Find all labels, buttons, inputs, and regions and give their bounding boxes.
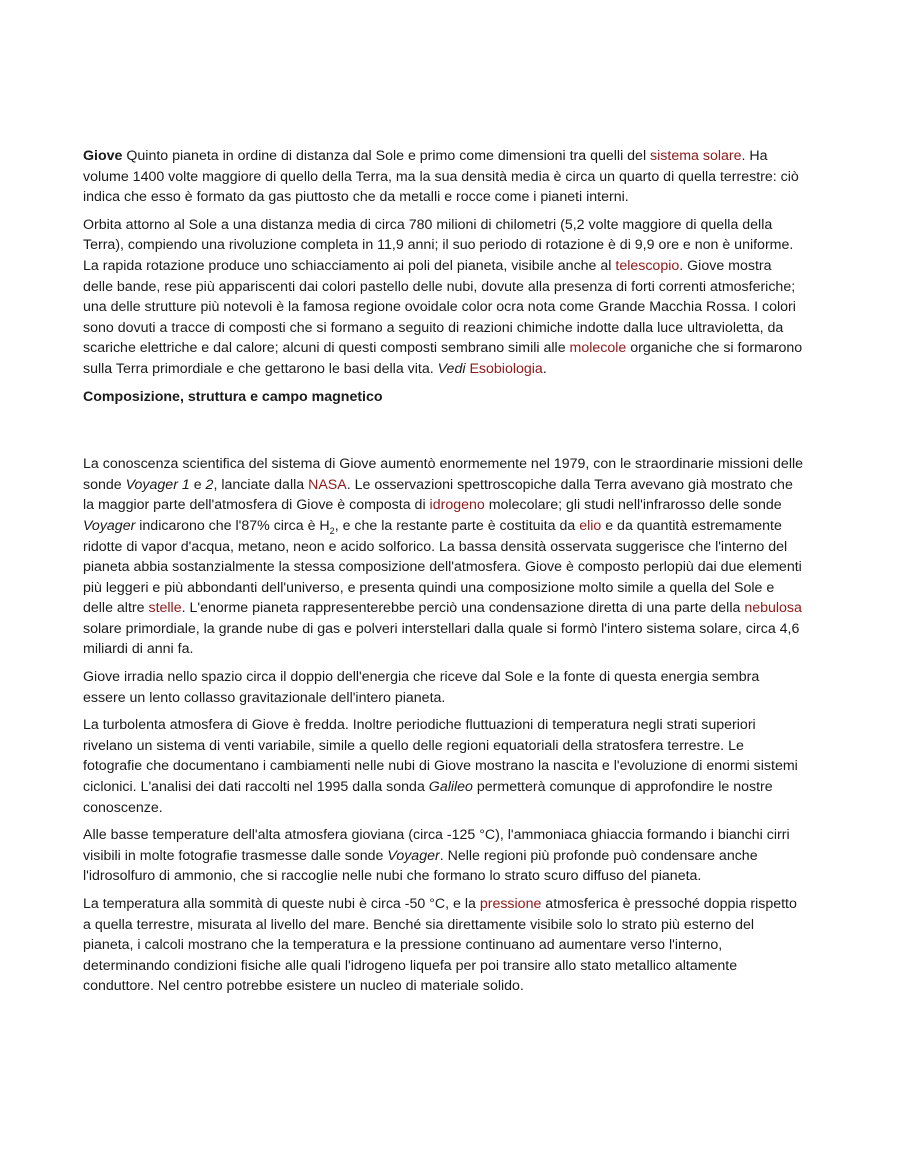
vedi-label: Vedi	[437, 360, 466, 377]
orbit-paragraph: Orbita attorno al Sole a una distanza media di circa 780 milioni di chilometri (5,2 volte maggiore di quella della Terra), compiendo una rivoluzione completa in 11,9 anni; il suo periodo di rotazione è di 9,9 ore e non è uniforme. La rapida rotazione produce uno schiacciamento ai poli del pianeta, visibile anche al telescopio. Giove mostra delle bande, rese più appariscenti dai colori pastello delle nubi, dovute alla presenza di forti correnti atmosferiche; una delle strutture più notevoli è la famosa regione ovoidale color ocra nota come Grande Macchia Rossa. I colori sono dovuti a tracce di composti che si formano a seguito di reazioni chimiche indotte dalla luce ultravioletta, da scariche elettriche e dal calore; alcuni di questi composti sembrano simili alle molecole organiche che si formarono sulla Terra primordiale e che gettarono le basi della vita. Vedi Esobiologia.	[83, 216, 803, 377]
link-nebulosa[interactable]: nebulosa	[744, 600, 802, 617]
composition-paragraph: La conoscenza scientifica del sistema di Giove aumentò enormemente nel 1979, con le straordinarie missioni delle sonde Voyager 1 e 2, lanciate dalla NASA. Le osservazioni spettroscopiche dalla Terra avevano già mostrato che la maggior parte dell'atmosfera di Giove è composta di idrogeno molecolare; gli studi nell'infrarosso delle sonde Voyager indicarono che l'87% circa è $H_2$, e che la restante parte è costituita da elio e da quantità estremamente ridotte di vapor d'acqua, metano, neon e acido solforico. La bassa densità osservata suggerisce che l'interno del pianeta abbia sostanzialmente la stessa composizione dell'atmosfera. Giove è composto perlopiù dai due elementi più leggeri e più abbondanti dell'universo, e presenta quindi una composizione molto simile a quella del Sole e delle altre stelle. L'enorme pianeta rappresenterebbe perciò una condensazione diretta di una parte della nebulosa solare primordiale, la grande nube di gas e polveri interstellari dalla quale si formò l'intero sistema solare, circa 4,6 miliardi di anni fa.	[83, 456, 804, 658]
subscript-2: 2	[329, 525, 335, 536]
section-heading: Composizione, struttura e campo magnetico	[83, 388, 383, 405]
link-pressione[interactable]: pressione	[479, 896, 542, 912]
ammonia-paragraph: Alle basse temperature dell'alta atmosfera gioviana (circa -125 °C), l'ammoniaca ghiaccia formando i bianchi cirri visibili in molte fotografie trasmesse dalle sonde Voyager. Nelle regioni più profonde può condensare anche l'idrosolfuro di ammonio, che si raccoglie nelle nubi che formano lo strato scuro diffuso del pianeta.	[83, 827, 790, 885]
voyager-label: Voyager	[83, 517, 136, 534]
voyager-label: Voyager	[387, 847, 440, 864]
link-esobiologia[interactable]: Esobiologia	[469, 360, 543, 377]
intro-paragraph: Giove Quinto pianeta in ordine di distanza dal Sole e primo come dimensioni tra quelli del sistema solare. Ha volume 1400 volte maggiore di quello della Terra, ma la sua densità media è circa un quarto di quella terrestre: ciò indica che esso è formato da gas piuttosto che da metalli e rocce come i pianeti interni.	[83, 148, 799, 206]
galileo-label: Galileo	[428, 779, 473, 796]
link-idrogeno[interactable]: idrogeno	[429, 497, 485, 514]
document-body	[83, 146, 805, 1004]
link-stelle[interactable]: stelle	[148, 600, 182, 617]
voyager-1-label: Voyager 1	[125, 476, 190, 493]
temperature-paragraph: La temperatura alla sommità di queste nubi è circa -50 °C, e la pressione atmosferica è pressoché doppia rispetto a quella terrestre, misurata al livello del mare. Benché sia direttamente visibile solo lo strato più esterno del pianeta, i calcoli mostrano che la temperatura e la pressione continuano ad aumentare verso l'interno, determinando condizioni fisiche alle quali l'idrogeno liquefa per poi transire allo stato metallico altamente conduttore. Nel centro potrebbe esistere un nucleo di materiale solido.	[83, 896, 797, 995]
term-giove: Giove	[83, 148, 123, 164]
link-nasa[interactable]: NASA	[308, 476, 347, 493]
turbulence-paragraph: La turbolenta atmosfera di Giove è fredda. Inoltre periodiche fluttuazioni di temperatura negli strati superiori rivelano un sistema di venti variabile, simile a quello delle regioni equatoriali della stratosfera terrestre. Le fotografie che documentano i cambiamenti nelle nubi di Giove mostrano la nascita e l'evoluzione di enormi sistemi ciclonici. L'analisi dei dati raccolti nel 1995 dalla sonda Galileo permetterà comunque di approfondire le nostre conoscenze.	[83, 717, 798, 816]
energy-paragraph: Giove irradia nello spazio circa il doppio dell'energia che riceve dal Sole e la fonte di questa energia sembra essere un lento collasso gravitazionale dell'intero pianeta.	[83, 669, 760, 706]
voyager-2-label: 2	[205, 476, 214, 493]
link-sistema-solare[interactable]: sistema solare	[650, 148, 742, 164]
link-elio[interactable]: elio	[579, 517, 602, 534]
link-molecole[interactable]: molecole	[569, 340, 627, 357]
section-spacer	[83, 407, 805, 454]
link-telescopio[interactable]: telescopio	[615, 257, 680, 274]
